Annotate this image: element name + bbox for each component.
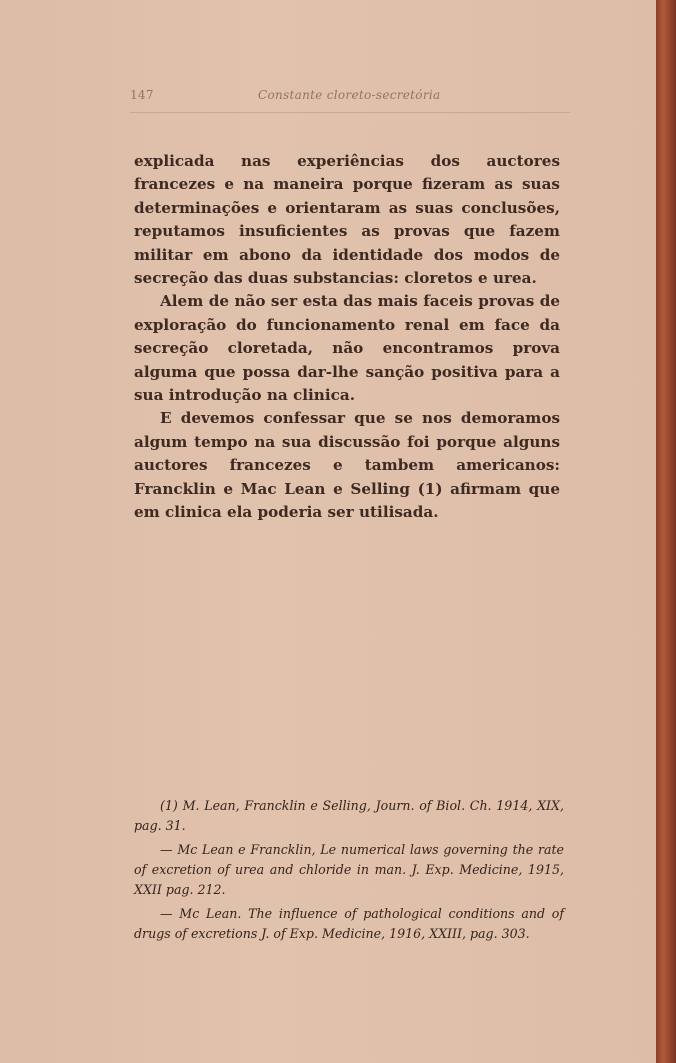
header-rule [130,112,570,113]
footnote: — Mc Lean. The influence of pathological conditions and of drugs of excretions J. of Exp. Medicine, 1916, XXIII, pag. 303. [134,906,564,941]
paragraph: explicada nas experiências dos auctores francezes e na maneira porque fizeram as suas determinações e orientaram as suas conclusões, reputamos insuficientes as provas que fazem militar em abono da identidade dos modos de secreção das duas substancias: cloretos e urea. [134,152,560,288]
footnote: — Mc Lean e Francklin, Le numerical laws governing the rate of excretion of urea and chloride in man. J. Exp. Medicine, 1915, XXII pag. 212. [134,842,564,897]
book-edge [656,0,676,1063]
paragraph: E devemos confessar que se nos demoramos algum tempo na sua discussão foi porque alguns auctores francezes e tambem americanos: Francklin e Mac Lean e Selling (1) afirmam que em clinica ela poderia ser utilisada. [134,409,560,522]
footnotes [134,796,564,948]
paragraph: Alem de não ser esta das mais faceis provas de exploração do funcionamento renal em face da secreção cloretada, não encontramos prova alguma que possa dar-lhe sanção positiva para a sua introdução na clinica. [134,292,560,405]
running-title: Constante cloreto-secretória [258,88,441,102]
page-number: 147 [130,88,154,102]
body-text [134,150,560,525]
footnote: (1) M. Lean, Francklin e Selling, Journ. of Biol. Ch. 1914, XIX, pag. 31. [134,798,564,833]
